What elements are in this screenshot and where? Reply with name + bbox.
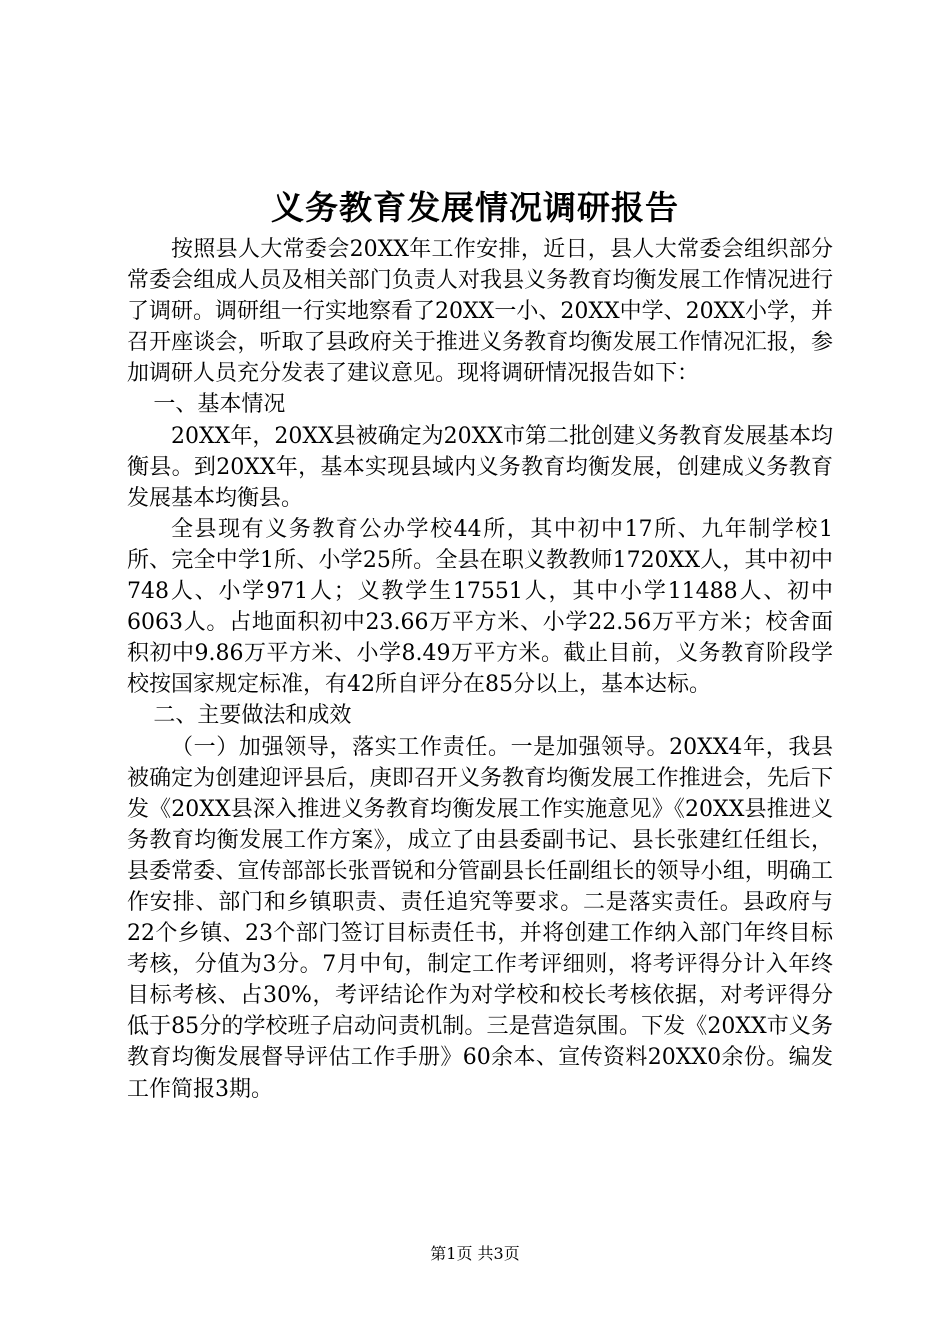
document-title: 义务教育发展情况调研报告	[271, 188, 679, 227]
basic-paragraph-2: 全县现有义务教育公办学校44所，其中初中17所、九年制学校1所、完全中学1所、小学25所。全县在职义教教师1720XX人，其中初中748人、小学971人；义教学生17551人，其中小学11488人、初中6063人。占地面积初中23.66万平方米、小学22.56万平方米；校舍面积初中9.86万平方米、小学8.49万平方米。截止目前，义务教育阶段学校按国家规定标准，有42所自评分在85分以上，基本达标。	[127, 516, 833, 698]
intro-paragraph: 按照县人大常委会20XX年工作安排，近日，县人大常委会组织部分常委会组成人员及相关部门负责人对我县义务教育均衡发展工作情况进行了调研。调研组一行实地察看了20XX一小、20XX中学、20XX小学，并召开座谈会，听取了县政府关于推进义务教育均衡发展工作情况汇报，参加调研人员充分发表了建议意见。现将调研情况报告如下：	[127, 237, 833, 387]
measures-paragraph-1: （一）加强领导，落实工作责任。一是加强领导。20XX4年，我县被确定为创建迎评县后，庚即召开义务教育均衡发展工作推进会，先后下发《20XX县深入推进义务教育均衡发展工作实施意见》《20XX县推进义务教育均衡发展工作方案》，成立了由县委副书记、县长张建红任组长，县委常委、宣传部部长张晋锐和分管副县长任副组长的领导小组，明确工作安排、部门和乡镇职责、责任追究等要求。二是落实责任。县政府与22个乡镇、23个部门签订目标责任书，并将创建工作纳入部门年终目标考核，分值为3分。7月中旬，制定工作考评细则，将考评得分计入年终目标考核、占30%，考评结论作为对学校和校长考核依据，对考评得分低于85分的学校班子启动问责机制。三是营造氛围。下发《20XX市义务教育均衡发展督导评估工作手册》60余本、宣传资料20XX0余份。编发工作简报3期。	[127, 734, 833, 1102]
section-heading-basic: 一、基本情况	[153, 392, 286, 418]
basic-paragraph-1: 20XX年，20XX县被确定为20XX市第二批创建义务教育发展基本均衡县。到20XX年，基本实现县域内义务教育均衡发展，创建成义务教育发展基本均衡县。	[127, 423, 833, 511]
page-footer: 第1页 共3页	[430, 1244, 520, 1263]
section-heading-measures: 二、主要做法和成效	[153, 703, 352, 729]
document-body	[127, 234, 833, 1105]
